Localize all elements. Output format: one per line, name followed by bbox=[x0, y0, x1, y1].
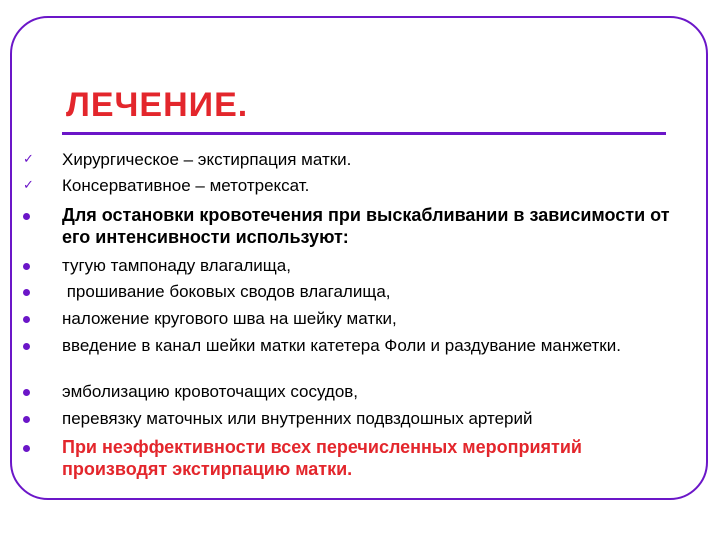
list-item-text: Хирургическое – экстирпация матки. bbox=[62, 150, 352, 169]
bullet-icon bbox=[23, 416, 30, 423]
check-icon: ✓ bbox=[23, 152, 34, 167]
list-item-text: Консервативное – метотрексат. bbox=[62, 176, 310, 195]
check-icon: ✓ bbox=[23, 178, 34, 193]
bullet-icon bbox=[23, 263, 30, 270]
bullet-icon bbox=[23, 389, 30, 396]
list-item-text: эмболизацию кровоточащих сосудов, bbox=[62, 382, 359, 401]
bullet-icon bbox=[23, 343, 30, 350]
bullet-icon bbox=[23, 213, 30, 220]
list-item-text: Для остановки кровотечения при выскабливании в зависимости от его интенсивности используют: bbox=[62, 205, 670, 247]
list-item-text: тугую тампонаду влагалища, bbox=[62, 256, 291, 275]
slide-title: ЛЕЧЕНИЕ. bbox=[66, 86, 249, 124]
list-item-text: прошивание боковых сводов влагалища, bbox=[62, 282, 391, 301]
bullet-icon bbox=[23, 445, 30, 452]
list-item-text: перевязку маточных или внутренних подвздошных артерий bbox=[62, 409, 533, 428]
list-item-text: наложение кругового шва на шейку матки, bbox=[62, 309, 397, 328]
list-item-text: введение в канал шейки матки катетера Фоли и раздувание манжетки. bbox=[62, 336, 621, 355]
title-underline bbox=[62, 132, 666, 135]
bullet-icon bbox=[23, 289, 30, 296]
list-item-text: При неэффективности всех перечисленных мероприятий производят экстирпацию матки. bbox=[62, 437, 582, 479]
bullet-icon bbox=[23, 316, 30, 323]
